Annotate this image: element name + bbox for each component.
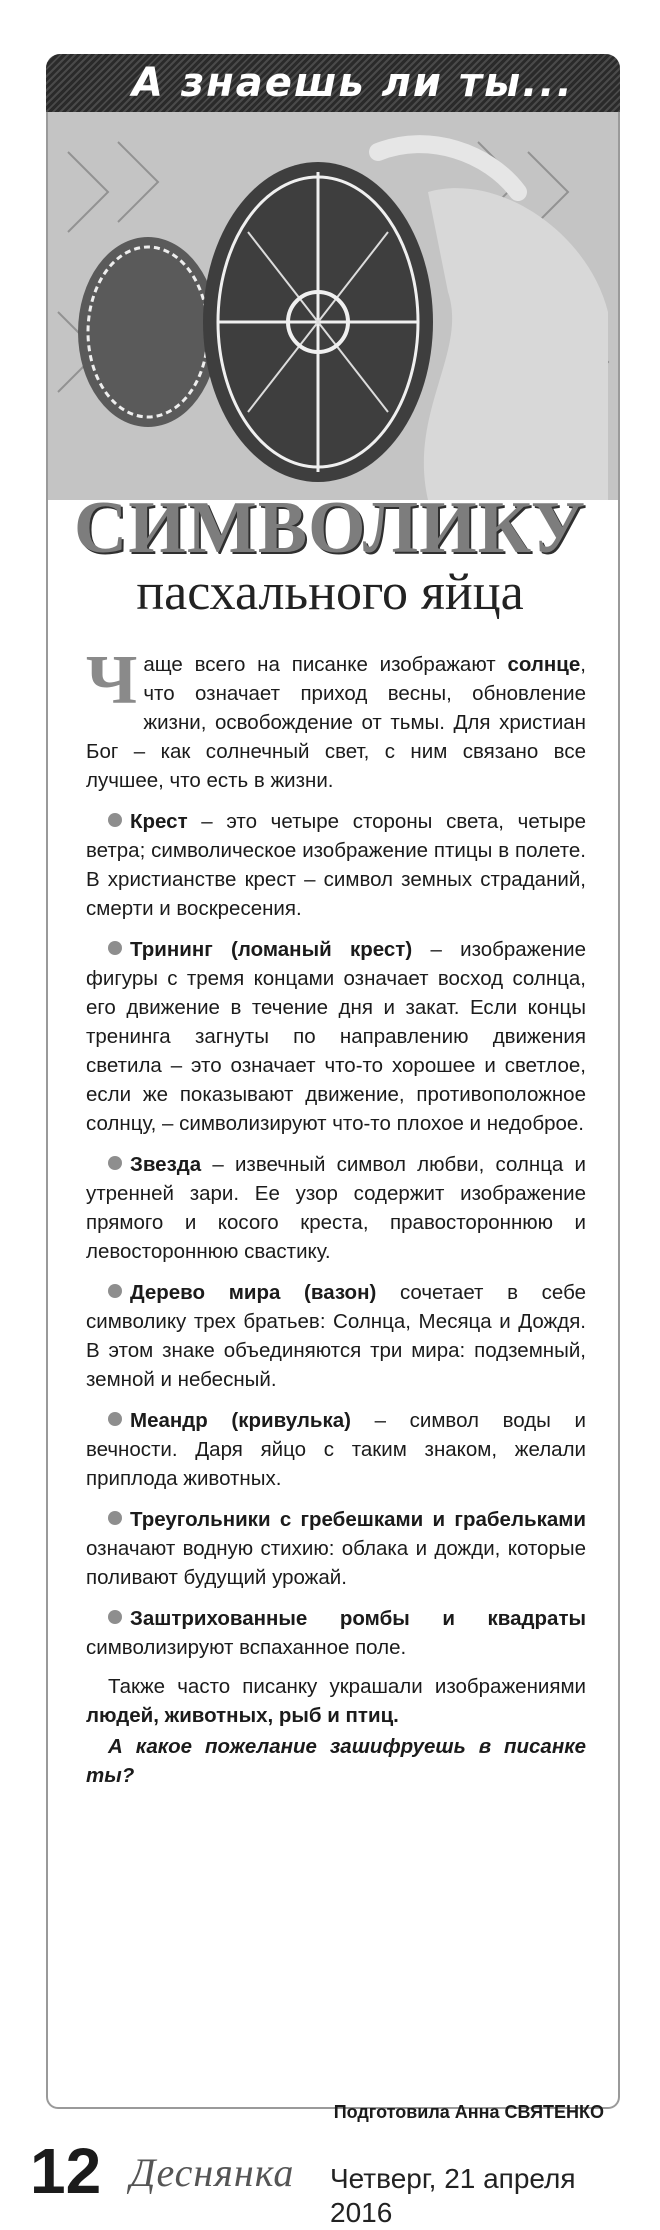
pysanka-illustration [48, 112, 618, 500]
rubric-header [46, 54, 620, 112]
article-subtitle: пасхального яйца [136, 564, 524, 621]
bullet-icon [108, 1610, 122, 1624]
list-item: Звезда – извечный символ любви, солнца и утренней зари. Ее узор содержит изображение прямого и косого креста, правостороннюю и левостороннюю свастику. [86, 1153, 586, 1263]
bullet-icon [108, 1284, 122, 1298]
newspaper-logo: Деснянка [130, 2150, 295, 2195]
bullet-icon [108, 1156, 122, 1170]
author-credit: Подготовила Анна СВЯТЕНКО [333, 2102, 604, 2122]
page-footer [30, 2135, 630, 2228]
list-item: Меандр (кривулька) – символ воды и вечности. Даря яйцо с таким знаком, желали приплода животных. [86, 1409, 586, 1490]
easter-egg-photo [48, 112, 618, 500]
issue-date: Четверг, 21 апреля 2016 [330, 2163, 576, 2228]
closing-paragraph: Также часто писанку украшали изображениями людей, животных, рыб и птиц. [86, 1675, 586, 1727]
drop-cap: Ч [86, 642, 138, 719]
bullet-icon [108, 941, 122, 955]
bullet-icon [108, 1412, 122, 1426]
article-body [86, 642, 586, 1790]
bullet-icon [108, 813, 122, 827]
term-sun: солнце [507, 653, 581, 676]
list-item: Трининг (ломаный крест) – изображение фигуры с тремя концами означает восход солнца, его движение в течение дня и закат. Если концы тренинга загнуты по направлению движения светила – это означает что-то хорошее и светлое, если же показывают движение, противоположное солнцу, – символизируют что-то плохое и недоброе. [86, 938, 586, 1135]
rubric-title: А знаешь ли ты... [132, 60, 574, 106]
list-item: Заштрихованные ромбы и квадраты символизируют вспаханное поле. [86, 1607, 586, 1659]
list-item: Крест – это четыре стороны света, четыре ветра; символическое изображение птицы в полете. В христианстве крест – символ земных страданий, смерти и воскресения. [86, 810, 586, 920]
bullet-icon [108, 1511, 122, 1525]
article-title: СИМВОЛИКУ [73, 487, 587, 569]
list-item: Треугольники с гребешками и грабельками означают водную стихию: облака и дожди, которые поливают будущий урожай. [86, 1508, 586, 1589]
list-item: Дерево мира (вазон) сочетает в себе символику трех братьев: Солнца, Месяца и Дождя. В этом знаке объединяются три мира: подземный, земной и небесный. [86, 1281, 586, 1391]
closing-question: А какое пожелание зашифруешь в писанке ты? [86, 1735, 586, 1787]
page-number: 12 [30, 2135, 102, 2207]
intro-paragraph: Чаще всего на писанке изображают солнце, что означает приход весны, обновление жизни, освобождение от тьмы. Для христиан Бог – как солнечный свет, с ним связано все лучшее, что есть в жизни. [86, 642, 586, 792]
